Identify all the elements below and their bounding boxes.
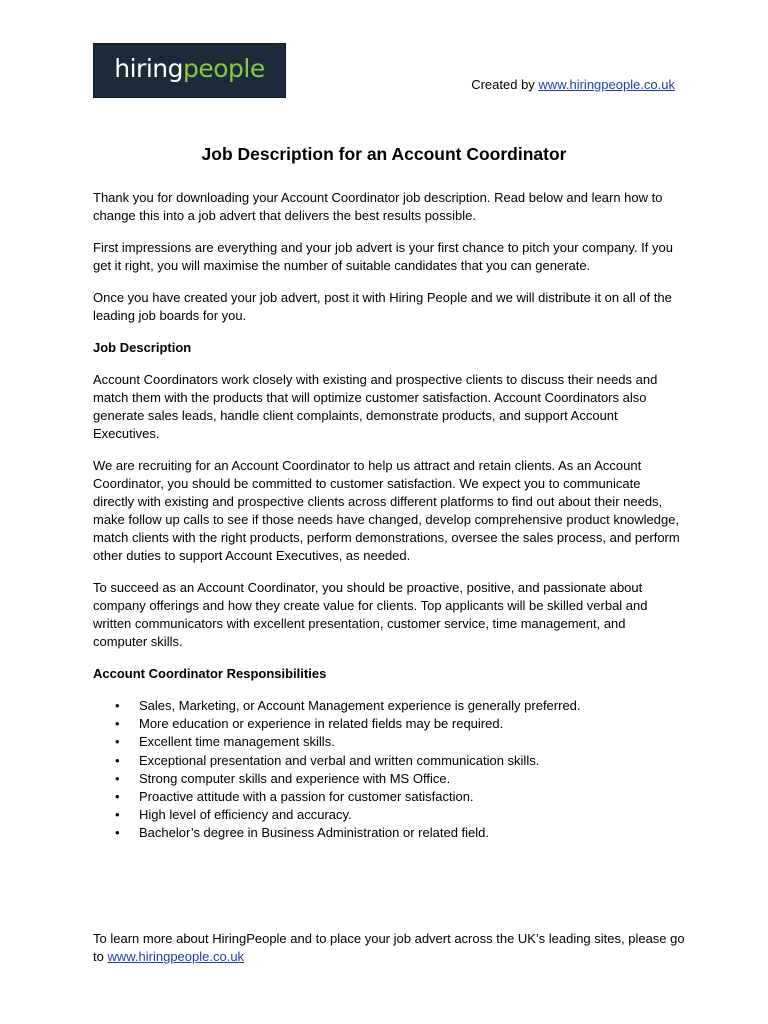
- list-item: [93, 715, 683, 733]
- bullet-icon: •: [115, 698, 120, 713]
- list-item-text: Bachelor’s degree in Business Administration or related field.: [139, 825, 489, 841]
- list-item: [93, 697, 683, 715]
- bullet-icon: •: [115, 825, 120, 841]
- intro-paragraph-3: Once you have created your job advert, post it with Hiring People and we will distribute it on all of the leading job boards for you.: [93, 290, 672, 323]
- job-description-paragraph-1: Account Coordinators work closely with existing and prospective clients to discuss their needs and match them with the products that will optimize customer satisfaction. Account Coordinators also generate sales leads, handle client complaints, demonstrate products, and support Account Executives.: [93, 372, 658, 441]
- list-item-text: Exceptional presentation and verbal and written communication skills.: [139, 752, 540, 768]
- created-by-label: Created by: [471, 77, 539, 92]
- footer-text: To learn more about HiringPeople and to place your job advert across the UK’s leading sites, please go to: [93, 931, 685, 964]
- created-by-line: [471, 76, 675, 93]
- list-item: [93, 752, 683, 770]
- logo-wordmark: [114, 56, 264, 81]
- list-item: [93, 770, 683, 788]
- bullet-icon: •: [115, 716, 120, 732]
- list-item: [93, 824, 683, 842]
- list-item-text: Strong computer skills and experience with MS Office.: [139, 770, 451, 786]
- footer-link[interactable]: www.hiringpeople.co.uk: [107, 949, 245, 964]
- job-description-paragraph-3: To succeed as an Account Coordinator, you should be proactive, positive, and passionate about company offerings and how they create value for clients. Top applicants will be skilled verbal and written communicators with excellent presentation, customer service, time management, and computer skills.: [93, 580, 648, 649]
- bullet-icon: •: [115, 789, 120, 805]
- logo-text-people: people: [182, 54, 265, 83]
- list-item: [93, 788, 683, 806]
- list-item-text: Proactive attitude with a passion for customer satisfaction.: [139, 789, 474, 805]
- logo-text-hiring: hiring: [114, 54, 183, 83]
- bullet-icon: •: [115, 734, 120, 750]
- job-description-paragraph-2: We are recruiting for an Account Coordinator to help us attract and retain clients. As an Account Coordinator, you should be committed to customer satisfaction. We expect you to communicate directly with existing and prospective clients across different platforms to find out about their needs, make follow up calls to see if those needs have changed, develop comprehensive product knowledge, match clients with the right products, perform demonstrations, oversee the sales process, and perform other duties to support Account Executives, as needed.: [93, 458, 680, 563]
- responsibilities-list: [93, 697, 683, 843]
- responsibilities-heading: Account Coordinator Responsibilities: [93, 666, 327, 681]
- intro-paragraph-1: Thank you for downloading your Account Coordinator job description. Read below and learn how to change this into a job advert that delivers the best results possible.: [93, 190, 663, 223]
- created-by-link[interactable]: www.hiringpeople.co.uk: [538, 77, 675, 92]
- footer-paragraph: [93, 930, 693, 966]
- bullet-icon: •: [115, 770, 120, 786]
- list-item: [93, 806, 683, 824]
- intro-paragraph-2: First impressions are everything and your job advert is your first chance to pitch your company. If you get it right, you will maximise the number of suitable candidates that you can generate.: [93, 240, 673, 273]
- list-item: [93, 733, 683, 751]
- hiringpeople-logo: [93, 43, 286, 98]
- list-item-text: High level of efficiency and accuracy.: [139, 807, 352, 823]
- list-item-text: Sales, Marketing, or Account Management experience is generally preferred.: [139, 698, 581, 713]
- bullet-icon: •: [115, 807, 120, 823]
- page-title: Job Description for an Account Coordinator: [201, 144, 567, 164]
- bullet-icon: •: [115, 752, 120, 768]
- list-item-text: Excellent time management skills.: [139, 734, 335, 750]
- document-body: [93, 189, 683, 843]
- list-item-text: More education or experience in related fields may be required.: [139, 716, 504, 732]
- job-description-heading: Job Description: [93, 340, 192, 355]
